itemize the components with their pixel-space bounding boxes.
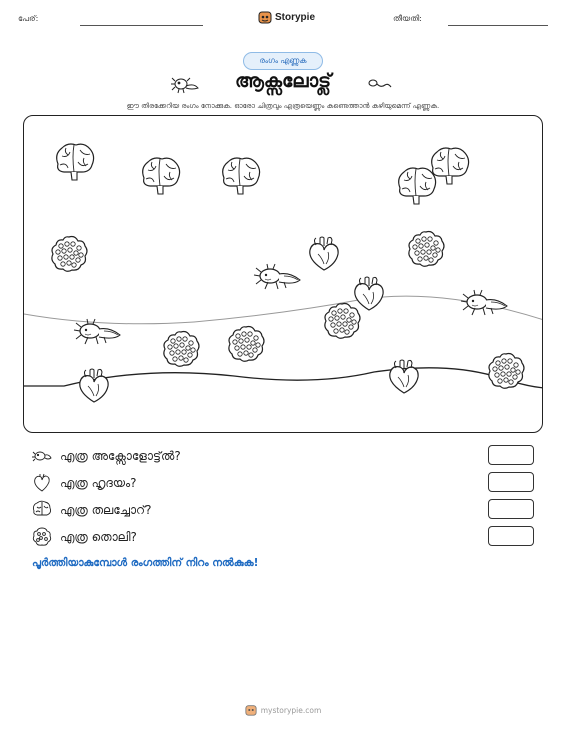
counting-scene — [23, 115, 543, 433]
scene-skin — [409, 232, 444, 267]
scene-heart — [390, 360, 418, 393]
scene-brain — [57, 144, 94, 180]
scene-heart — [355, 277, 383, 310]
page-title: ആക്സലോട്ല് — [235, 70, 331, 92]
question-skin — [32, 526, 542, 548]
question-brain — [32, 499, 542, 521]
scene-axolotl — [254, 264, 300, 289]
footer-url[interactable]: mystorypie.com — [260, 705, 322, 715]
instructions: ഈ തിരക്കേറിയ രംഗം നോക്കുക. ഓരോ ചിത്രവും എത്രയെണ്ണം കണ്ടെത്താൻ കഴിയുമെന്ന് എണ്ണുക. — [126, 102, 440, 110]
scene-brain — [143, 158, 180, 194]
answer-box-heart[interactable] — [488, 472, 534, 492]
question-text: എത്ര തലച്ചോറ്? — [60, 502, 152, 517]
footer — [0, 704, 566, 716]
scene-axolotl — [461, 290, 507, 315]
brain-icon — [32, 500, 52, 520]
scene-brain — [399, 168, 436, 204]
answer-box-brain[interactable] — [488, 499, 534, 519]
scene-illustration — [24, 116, 543, 433]
question-text: എത്ര അക്സോളോട്ട്ൽ? — [60, 448, 181, 463]
answer-box-axolotl[interactable] — [488, 445, 534, 465]
scene-skin — [229, 327, 264, 362]
date-line[interactable] — [448, 25, 548, 26]
scene-skin — [164, 332, 199, 367]
heart-icon — [32, 473, 52, 493]
brand-name: Storypie — [275, 11, 316, 23]
question-text: എത്ര ഹൃദയം? — [60, 475, 137, 490]
brand-logo — [258, 10, 315, 24]
storypie-logo-icon — [258, 10, 272, 24]
finish-instruction: പൂർത്തിയാകുമ്പോൾ രംഗത്തിന് നിറം നൽകുക! — [32, 557, 259, 569]
answer-box-skin[interactable] — [488, 526, 534, 546]
scene-skin — [325, 304, 360, 339]
question-heart — [32, 472, 542, 494]
date-label: തീയതി: — [393, 14, 422, 23]
scene-brain — [432, 148, 469, 184]
scene-brain — [223, 158, 260, 194]
name-line[interactable] — [80, 25, 203, 26]
question-axolotl — [32, 445, 542, 467]
storypie-footer-icon — [245, 704, 257, 716]
scene-heart — [310, 237, 338, 270]
skin-icon — [32, 527, 52, 547]
title-sperm-icon — [367, 76, 393, 94]
scene-heart — [80, 369, 108, 402]
axolotl-icon — [32, 446, 52, 466]
name-label: പേര്: — [18, 14, 39, 23]
question-text: എത്ര തൊലി? — [60, 529, 137, 544]
activity-badge: രംഗം എണ്ണുക — [243, 52, 323, 70]
scene-skin — [52, 237, 87, 272]
